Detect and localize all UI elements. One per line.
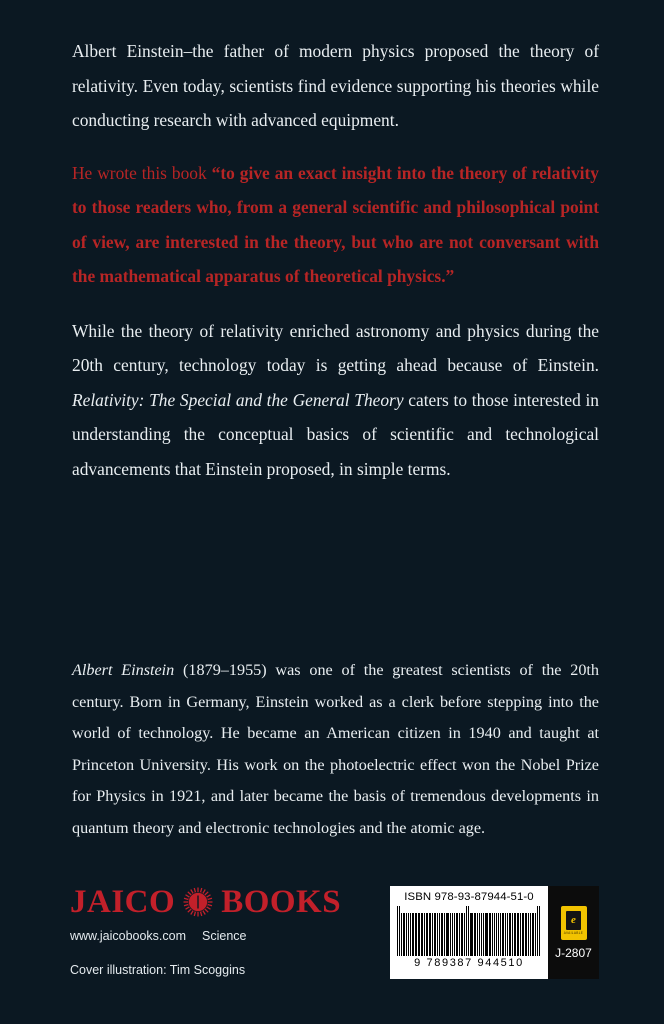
barcode-bar [509,913,511,956]
blurb-paragraph-3 [72,314,599,487]
biography-text: (1879–1955) was one of the greatest scientists of the 20th century. Born in Germany, Einstein worked as a clerk before stepping into the world of technology. He became an American citizen in 1940 and taught at Princeton University. His work on the photoelectric effect won the Nobel Prize for Physics in 1921, and later became the basis of tremendous developments in quantum theory and electronic technologies and the atomic age. [72,661,600,837]
barcode-bar [502,913,504,956]
barcode-bar [421,913,423,956]
barcode-bar [441,913,443,956]
barcode-bars [397,906,541,956]
barcode-bar [479,913,480,956]
barcode-bar [520,913,522,956]
barcode-bar [446,913,447,956]
barcode-bar [522,913,524,956]
barcode-bar [489,913,491,956]
barcode-bar [450,913,451,956]
quote-body-text: “to give an exact insight into the theory of relativity to those readers who, from a general scientific and philosophical point of view, are interested in the theory, but who are not conversant with the mathematical apparatus of theoretical physics.” [72,162,599,286]
barcode-bar [492,913,494,956]
barcode-bar [486,913,488,956]
barcode-bar [505,913,506,956]
barcode-bar [494,913,495,956]
wordmark-books: BOOKS [221,883,342,920]
blurb-section [72,34,599,486]
barcode-bar [401,913,402,956]
barcode-bar [485,913,486,956]
publisher-code: J-2807 [555,945,592,960]
paragraph-3-part-2: caters to those interested in understanding the conceptual basics of scientific and technological advancements that Einstein proposed, in simple terms. [72,389,600,479]
paragraph-3-part-1: While the theory of relativity enriched astronomy and physics during the 20th century, technology today is getting ahead because of Einstein. [72,320,599,375]
barcode-bar [419,913,420,956]
barcode-bar [415,913,417,956]
book-category: Science [202,929,247,943]
barcode-bar [517,913,519,956]
barcode-block [390,886,599,979]
quote-lead-text: He wrote this book [72,162,212,183]
ebook-available-icon [561,906,587,940]
barcode-bar [426,913,428,956]
ebook-side-panel [548,886,599,979]
barcode-bar [403,913,404,956]
barcode-bar [535,913,537,956]
barcode-bar [530,913,531,956]
barcode-bar [429,913,431,956]
barcode-bar [468,906,469,956]
ebook-caption: AVAILABLE [563,930,584,935]
barcode-bar [514,913,515,956]
barcode-bar [459,913,460,956]
barcode-bar [512,913,513,956]
barcode-bar [434,913,436,956]
author-name: Albert Einstein [72,661,175,679]
publisher-block [70,884,370,943]
book-title-italic: Relativity: The Special and the General Theory [72,389,404,410]
isbn-label: ISBN 978-93-87944-51-0 [404,891,534,903]
barcode-bar [410,913,412,956]
ebook-letter: e [571,913,576,926]
barcode-bar [432,913,434,956]
barcode-bar [500,913,501,956]
barcode-bar [412,913,414,956]
barcode-bar [528,913,530,956]
publisher-meta-row [70,929,370,943]
barcode-bar [464,913,465,956]
blurb-paragraph-1: Albert Einstein–the father of modern physics proposed the theory of relativity. Even today, scientists find evidence supporting his theories while conducting research with advanced equipment. [72,41,599,130]
barcode-bar [470,913,471,956]
barcode-bar [474,913,476,956]
barcode-bar [452,913,454,956]
barcode-bar [539,906,540,956]
barcode-bar [515,913,516,956]
barcode-bar [397,906,398,956]
barcode-bar [408,913,409,956]
barcode-bar [537,906,538,956]
author-biography-section [72,655,599,844]
publisher-website[interactable]: www.jaicobooks.com [70,929,187,943]
barcode-bar [477,913,479,956]
barcode-bar [418,913,419,956]
barcode-bar [466,906,467,956]
isbn-barcode [390,886,548,979]
barcode-bar [462,913,463,956]
ebook-badge-inner [566,911,581,930]
barcode-bar [444,913,445,956]
barcode-bar [404,913,405,956]
barcode-bar [456,913,458,956]
barcode-bar [447,913,449,956]
jaico-sunburst-emblem-icon [183,887,213,917]
wordmark-jaico: JAICO [70,883,176,920]
barcode-bar [461,913,462,956]
cover-illustration-credit: Cover illustration: Tim Scoggins [70,963,246,977]
barcode-bar [496,913,497,956]
publisher-logo [70,884,370,920]
barcode-bar [471,913,473,956]
barcode-bar [483,913,484,956]
barcode-bar [424,913,426,956]
barcode-bar [525,913,527,956]
barcode-bar [532,913,534,956]
barcode-bar [437,913,439,956]
barcode-digits: 9 789387 944510 [414,957,524,969]
barcode-bar [507,913,509,956]
barcode-bar [454,913,455,956]
barcode-bar [406,913,407,956]
barcode-bar [498,913,500,956]
blurb-paragraph-quote [72,156,599,294]
barcode-bar [439,913,440,956]
barcode-bar [399,906,400,956]
barcode-bar [481,913,482,956]
biography-paragraph [72,655,599,844]
